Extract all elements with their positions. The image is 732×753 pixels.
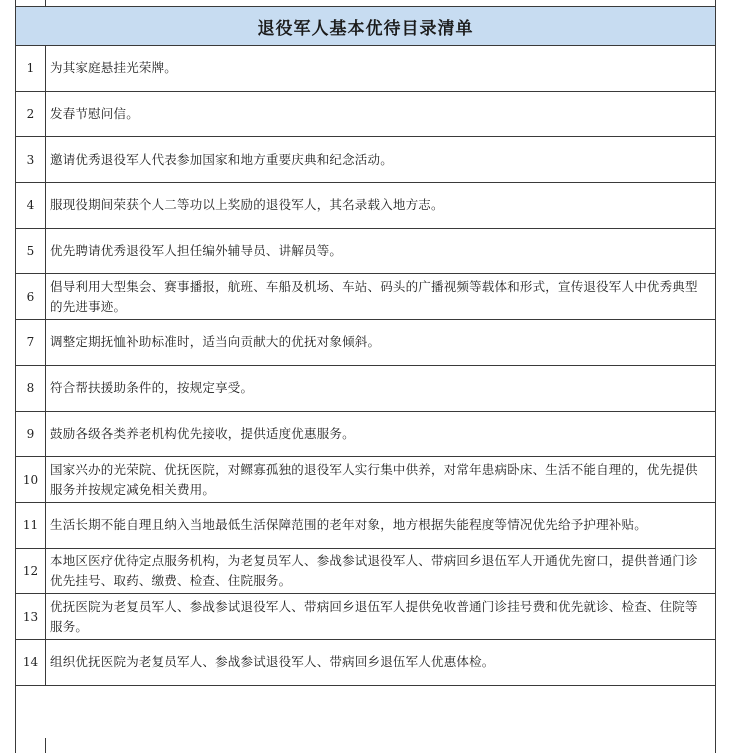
row-number: 14 bbox=[16, 640, 46, 685]
row-number: 13 bbox=[16, 594, 46, 639]
row-text: 服现役期间荣获个人二等功以上奖励的退役军人，其名录载入地方志。 bbox=[50, 197, 444, 213]
row-text: 优先聘请优秀退役军人担任编外辅导员、讲解员等。 bbox=[50, 243, 343, 259]
row-number: 11 bbox=[16, 503, 46, 548]
table-row bbox=[16, 366, 715, 412]
table-row bbox=[16, 183, 715, 229]
row-text: 优抚医院为老复员军人、参战参试退役军人、带病回乡退伍军人提供免收普通门诊挂号费和优先就诊、检查、住院等服务。 bbox=[50, 598, 698, 634]
table-row bbox=[16, 229, 715, 275]
row-text: 鼓励各级各类养老机构优先接收，提供适度优惠服务。 bbox=[50, 425, 355, 441]
table-row bbox=[16, 274, 715, 320]
row-number: 4 bbox=[16, 183, 46, 228]
table-body bbox=[16, 46, 715, 686]
table-row bbox=[16, 46, 715, 92]
row-number: 7 bbox=[16, 320, 46, 365]
row-number: 5 bbox=[16, 229, 46, 274]
row-text: 生活长期不能自理且纳入当地最低生活保障范围的老年对象，地方根据失能程度等情况优先给予护理补贴。 bbox=[50, 517, 647, 533]
row-number: 6 bbox=[16, 274, 46, 319]
table-row bbox=[16, 503, 715, 549]
row-text: 调整定期抚恤补助标准时，适当向贡献大的优抚对象倾斜。 bbox=[50, 334, 381, 350]
row-text: 发春节慰问信。 bbox=[50, 106, 139, 122]
row-number: 3 bbox=[16, 137, 46, 182]
table-continuation bbox=[16, 738, 715, 753]
row-text: 为其家庭悬挂光荣牌。 bbox=[50, 60, 178, 76]
row-number: 1 bbox=[16, 46, 46, 91]
benefits-table bbox=[15, 0, 716, 753]
table-row bbox=[16, 92, 715, 138]
row-number: 2 bbox=[16, 92, 46, 137]
row-text: 符合帮扶援助条件的，按规定享受。 bbox=[50, 380, 254, 396]
row-number: 10 bbox=[16, 457, 46, 502]
row-text: 组织优抚医院为老复员军人、参战参试退役军人、带病回乡退伍军人优惠体检。 bbox=[50, 654, 495, 670]
table-row bbox=[16, 640, 715, 686]
row-text: 本地区医疗优待定点服务机构，为老复员军人、参战参试退役军人、带病回乡退伍军人开通优先窗口，提供普通门诊优先挂号、取药、缴费、检查、住院服务。 bbox=[50, 552, 698, 588]
table-row bbox=[16, 594, 715, 640]
table-row bbox=[16, 457, 715, 503]
table-row bbox=[16, 320, 715, 366]
table-row bbox=[16, 549, 715, 595]
row-text: 国家兴办的光荣院、优抚医院，对鳏寡孤独的退役军人实行集中供养，对常年患病卧床、生活不能自理的，优先提供服务并按规定减免相关费用。 bbox=[50, 461, 698, 497]
table-title: 退役军人基本优待目录清单 bbox=[16, 6, 715, 46]
row-text: 邀请优秀退役军人代表参加国家和地方重要庆典和纪念活动。 bbox=[50, 151, 393, 167]
row-text: 倡导利用大型集会、赛事播报，航班、车船及机场、车站、码头的广播视频等载体和形式，宣传退役军人中优秀典型的先进事迹。 bbox=[50, 278, 698, 314]
table-row bbox=[16, 137, 715, 183]
table-row bbox=[16, 412, 715, 458]
row-number: 12 bbox=[16, 549, 46, 594]
row-number: 8 bbox=[16, 366, 46, 411]
row-number: 9 bbox=[16, 412, 46, 457]
